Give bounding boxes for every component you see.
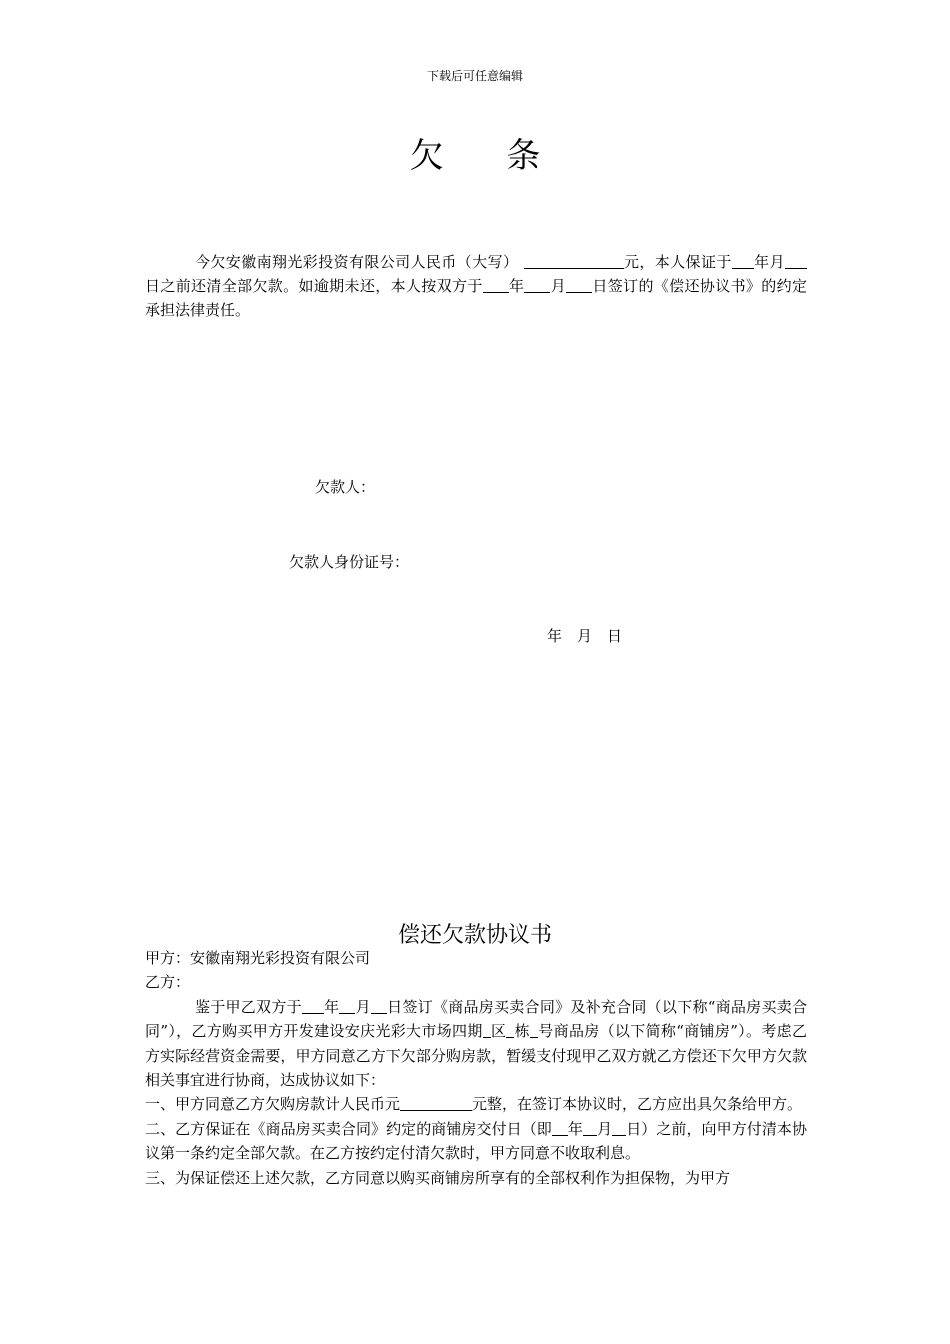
agreement-preamble bbox=[145, 995, 807, 1093]
party-a: 甲方：安徽南翔光彩投资有限公司 bbox=[145, 949, 371, 967]
iou-text-2: 元，本人保证于 bbox=[623, 253, 732, 271]
delivery-month-blank[interactable] bbox=[583, 1120, 597, 1136]
debtor-label: 欠款人： bbox=[315, 478, 376, 496]
debtor-id-label: 欠款人身份证号： bbox=[289, 553, 410, 571]
debt-amount-blank[interactable] bbox=[400, 1095, 472, 1111]
iou-text-7: 月 bbox=[550, 277, 567, 295]
clause-1-text-1: 一、甲方同意乙方欠购房款计人民币元 bbox=[145, 1095, 401, 1114]
agreement-body bbox=[145, 946, 807, 1190]
agreement-title: 偿还欠款协议书 bbox=[397, 923, 552, 948]
sign-month-blank[interactable] bbox=[524, 277, 550, 293]
clause-1 bbox=[145, 1092, 807, 1116]
iou-title: 欠 条 bbox=[409, 136, 567, 176]
iou-paragraph bbox=[145, 250, 807, 322]
contract-year-blank[interactable] bbox=[302, 998, 324, 1014]
preamble-text-3: 月 bbox=[355, 997, 371, 1016]
contract-month-blank[interactable] bbox=[339, 998, 355, 1014]
iou-text-1: 今欠安徽南翔光彩投资有限公司人民币（大写） bbox=[195, 253, 519, 271]
clause-2-text-2: 年 bbox=[567, 1119, 583, 1138]
clause-2-text-3: 月 bbox=[597, 1119, 613, 1138]
clause-2 bbox=[145, 1117, 807, 1166]
header-note: 下载后可任意编辑 bbox=[426, 69, 523, 83]
preamble-text-7: 号商品房（以下简称“商铺房”）。考虑乙方实际经营资金需要，甲方同意乙方下欠部分购房款，暂缓支付现甲乙双方就乙方偿还下欠甲方欠款相关事宜进行协商，达成协议如下： bbox=[145, 1022, 807, 1090]
preamble-text-6: 栋 bbox=[514, 1022, 530, 1041]
preamble-text-5: 区 bbox=[490, 1022, 507, 1041]
day-blank[interactable] bbox=[785, 253, 807, 269]
sign-day-blank[interactable] bbox=[566, 277, 592, 293]
preamble-text-2: 年 bbox=[323, 997, 340, 1016]
iou-text-3: 年 bbox=[753, 253, 770, 271]
iou-text-6: 年 bbox=[508, 277, 525, 295]
clause-2-text-1: 二、乙方保证在《商品房买卖合同》约定的商铺房交付日（即 bbox=[145, 1119, 552, 1138]
delivery-day-blank[interactable] bbox=[612, 1120, 626, 1136]
clause-2-text-4: 日）之前，向甲方付清本协议第一条约定全部欠款。在乙方按约定付清欠款时，甲方同意不收取利息。 bbox=[145, 1119, 807, 1163]
iou-text-4: 月 bbox=[769, 253, 785, 271]
clause-3: 三、为保证偿还上述欠款，乙方同意以购买商铺房所享有的全部权利作为担保物，为甲方 bbox=[145, 1168, 731, 1187]
iou-text-5: 日之前还清全部欠款。如逾期未还，本人按双方于 bbox=[145, 277, 483, 295]
clause-1-text-2: 元整，在签订本协议时，乙方应出具欠条给甲方。 bbox=[472, 1095, 803, 1114]
preamble-text-4: 日签订《商品房买卖合同》及补充合同（以下称“商品房买卖合同”），乙方购买甲方开发建设安庆光彩大市场四期 bbox=[145, 997, 807, 1041]
unit-blank[interactable] bbox=[530, 1022, 538, 1038]
preamble-text-1: 鉴于甲乙双方于 bbox=[195, 997, 302, 1016]
delivery-year-blank[interactable] bbox=[552, 1120, 568, 1136]
date-line: 年 月 日 bbox=[547, 627, 623, 645]
iou-body bbox=[145, 250, 807, 322]
district-blank[interactable] bbox=[483, 1022, 491, 1038]
party-b: 乙方： bbox=[145, 973, 191, 992]
contract-day-blank[interactable] bbox=[371, 998, 387, 1014]
year-blank[interactable] bbox=[732, 253, 754, 269]
sign-year-blank[interactable] bbox=[483, 277, 509, 293]
iou-text-8: 日签订的《偿还协议书》的约定承担法律责任。 bbox=[145, 277, 807, 319]
amount-blank[interactable] bbox=[524, 253, 624, 269]
